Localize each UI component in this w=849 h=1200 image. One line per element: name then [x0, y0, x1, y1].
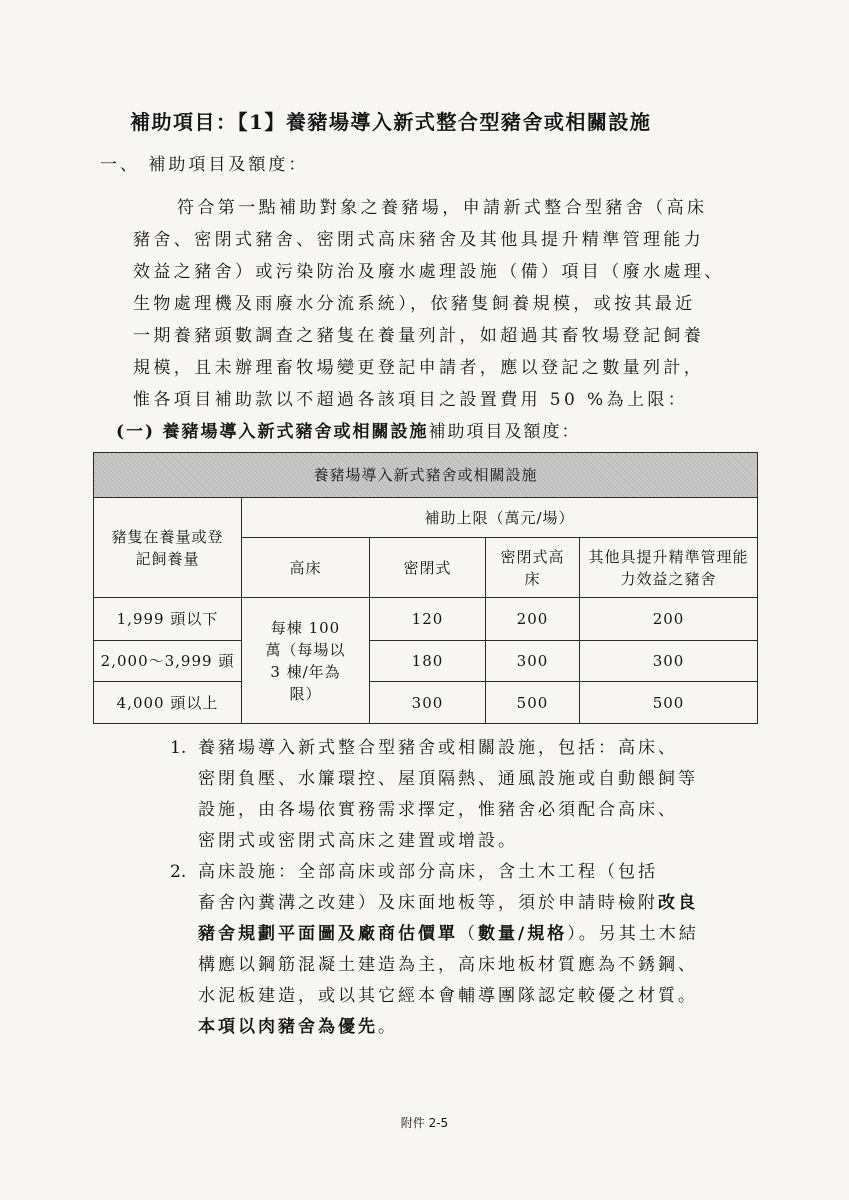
cell-mibi-gaochuang: 500	[486, 682, 580, 724]
col-header-mibi: 密閉式	[370, 538, 486, 598]
section-heading: 一、 補助項目及額度：	[100, 155, 309, 175]
list-item-line	[198, 1012, 760, 1043]
list-item-line: 密閉負壓、水簾環控、屋頂隔熱、通風設施或自動餵飼等	[198, 769, 698, 789]
list-item-bold-text: 數量/規格	[478, 924, 568, 944]
table-row	[94, 682, 758, 724]
col-header-mibi-gaochuang	[486, 538, 580, 598]
list-item-text: （	[458, 924, 478, 944]
col-header-gaochuang: 高床	[242, 538, 370, 598]
col-header-other	[580, 538, 758, 598]
list-item-text: ）。另其土木結	[567, 924, 699, 944]
row-label: 2,000～3,999 頭	[94, 641, 242, 682]
intro-line: 生物處理機及雨廢水分流系統），依豬隻飼養規模，或按其最近	[133, 294, 696, 314]
list-item-bold-text: 豬舍規劃平面圖及廠商估價單	[198, 924, 458, 944]
cell-mibi: 180	[370, 641, 486, 682]
intro-line: 效益之豬舍）或污染防治及廢水處理設施（備）項目（廢水處理、	[133, 262, 725, 282]
list-item-line: 密閉式或密閉式高床之建置或增設。	[198, 831, 518, 851]
intro-line: 豬舍、密閉式豬舍、密閉式高床豬舍及其他具提升精準管理能力	[133, 230, 705, 250]
list-item-number: 1.	[170, 738, 187, 758]
list-item-line: 高床設施：全部高床或部分高床，含土木工程（包括	[198, 862, 658, 882]
table-row	[94, 598, 758, 641]
list-item	[170, 857, 760, 1043]
numbered-list	[170, 733, 760, 1043]
list-item	[170, 733, 760, 857]
row-header	[94, 498, 242, 598]
subsection-heading	[116, 417, 581, 442]
list-item-line: 水泥板建造，或以其它經本會輔導團隊認定較優之材質。	[198, 986, 698, 1006]
cell-other: 200	[580, 598, 758, 641]
row-label: 1,999 頭以下	[94, 598, 242, 641]
row-label: 4,000 頭以上	[94, 682, 242, 724]
subsection-prefix: (一)	[116, 422, 156, 442]
cell-mibi-gaochuang: 200	[486, 598, 580, 641]
list-item-line: 構應以鋼筋混凝土建造為主，高床地板材質應為不銹鋼、	[198, 955, 698, 975]
list-item-text: 畜舍內糞溝之改建）及床面地板等，須於申請時檢附	[198, 893, 658, 913]
cell-other: 300	[580, 641, 758, 682]
subsidy-table	[93, 452, 758, 724]
page-title: 補助項目：【1】養豬場導入新式整合型豬舍或相關設施	[130, 110, 652, 134]
list-item-bold-text: 改良	[658, 893, 698, 913]
intro-line: 符合第一點補助對象之養豬場，申請新式整合型豬舍（高床	[177, 198, 708, 218]
list-item-number: 2.	[170, 862, 187, 882]
group-header: 補助上限（萬元/場）	[242, 498, 758, 538]
table-row	[94, 641, 758, 682]
subsection-bold-title: 養豬場導入新式豬舍或相關設施	[162, 422, 429, 442]
gaochuang-value	[242, 598, 370, 724]
list-item-line: 設施，由各場依實務需求擇定，惟豬舍必須配合高床、	[198, 800, 678, 820]
list-item-line	[198, 919, 760, 950]
intro-line: 規模，且未辦理畜牧場變更登記申請者，應以登記之數量列計，	[133, 358, 705, 378]
cell-mibi: 120	[370, 598, 486, 641]
col-header-other-text: 其他具提升精準管理能力效益之豬舍	[588, 547, 749, 588]
page-footer: 附件 2-5	[400, 1116, 449, 1130]
row-header-text: 豬隻在養量或登記飼養量	[111, 527, 224, 568]
list-item-line: 養豬場導入新式整合型豬舍或相關設施，包括：高床、	[198, 738, 678, 758]
subsection-rest: 補助項目及額度：	[428, 422, 581, 442]
intro-paragraph	[133, 192, 753, 416]
cell-mibi-gaochuang: 300	[486, 641, 580, 682]
list-item-line	[198, 888, 760, 919]
cell-mibi: 300	[370, 682, 486, 724]
intro-line: 一期養豬頭數調查之豬隻在養量列計，如超過其畜牧場登記飼養	[133, 326, 705, 346]
list-item-bold-text: 本項以肉豬舍為優先	[198, 1017, 378, 1037]
intro-line: 惟各項目補助款以不超過各該項目之設置費用 50 %為上限：	[133, 390, 689, 410]
table-caption: 養豬場導入新式豬舍或相關設施	[94, 453, 758, 498]
cell-other: 500	[580, 682, 758, 724]
col-header-mibi-gaochuang-text: 密閉式高床	[500, 547, 565, 588]
gaochuang-value-text: 每棟 100 萬（每場以 3 棟/年為限）	[265, 618, 346, 703]
list-item-text: 。	[378, 1017, 398, 1037]
